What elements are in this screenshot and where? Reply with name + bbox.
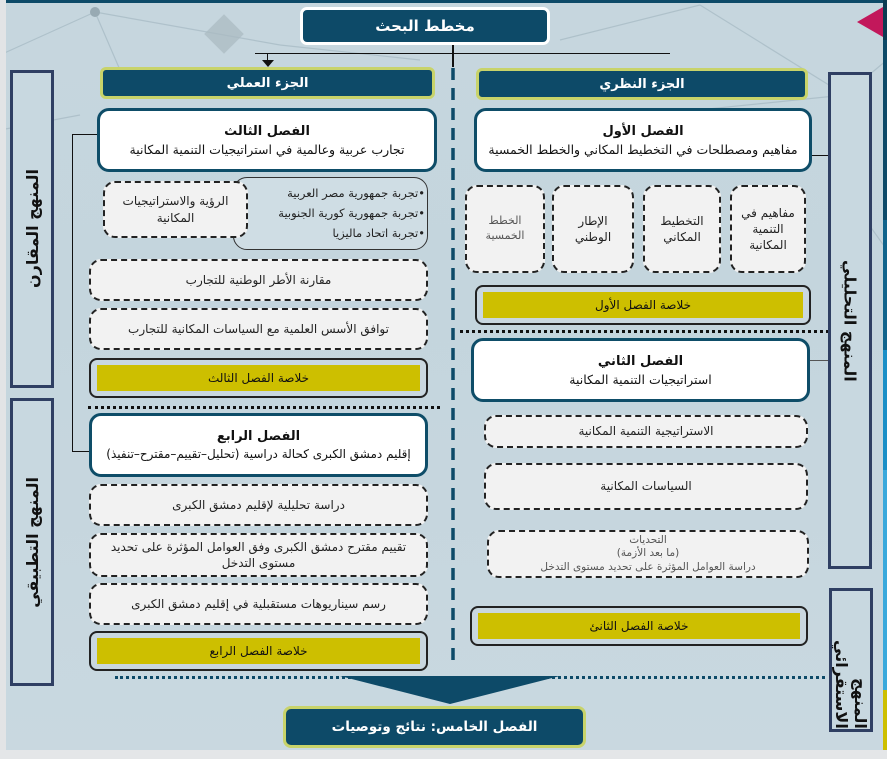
left-strip — [0, 0, 6, 759]
ch3-experiences-list — [245, 183, 425, 243]
ch1-topic-spatial-planning: التخطيط المكاني — [643, 185, 721, 273]
chapter-3-subtitle: تجارب عربية وعالمية في استراتيجيات التنمية المكانية — [129, 141, 405, 157]
research-plan-title: مخطط البحث — [300, 7, 550, 45]
funnel-arrow-icon — [340, 676, 560, 706]
ch2-topic-challenges — [487, 530, 809, 578]
chapter-2-title: الفصل الثاني — [597, 353, 684, 369]
chapter-4-summary — [89, 631, 428, 671]
chapter-separator-right — [460, 330, 835, 333]
branch-line — [255, 53, 670, 54]
challenges-detail: دراسة العوامل المؤثرة على تحديد مستوى التدخل — [540, 560, 756, 573]
chapter-1-box — [474, 108, 812, 172]
ch4-topic-scenarios: رسم سيناريوهات مستقبلية في إقليم دمشق الكبرى — [89, 583, 428, 625]
method-inductive-label: المنهج الاستقرائي — [832, 640, 870, 729]
chapter-5-box: الفصل الخامس: نتائج وتوصيات — [283, 706, 586, 748]
ch4-topic-analytical-study: دراسة تحليلية لإقليم دمشق الكبرى — [89, 484, 428, 526]
challenges-period: (ما بعد الأزمة) — [616, 547, 680, 560]
method-comparative — [10, 70, 54, 388]
chapter-3-box — [97, 108, 437, 172]
bottom-strip — [0, 750, 887, 759]
practical-part-header: الجزء العملي — [100, 67, 435, 99]
ch2-topic-strategy: الاستراتيجية التنمية المكانية — [484, 415, 808, 448]
chapter-2-summary — [470, 606, 808, 646]
ch1-topic-five-year-plans: الخطط الخمسية — [465, 185, 545, 273]
right-rail — [883, 0, 887, 759]
method-applied — [10, 398, 54, 686]
method-inductive — [829, 588, 873, 732]
ch4-topic-evaluation: تقييم مقترح دمشق الكبرى وفق العوامل المؤثرة على تحديد مستوى التدخل — [89, 533, 428, 577]
chapter-2-subtitle: استراتيجيات التنمية المكانية — [569, 371, 712, 387]
chapter-3-title: الفصل الثالث — [224, 123, 310, 139]
chapter-1-summary-label: خلاصة الفصل الأول — [483, 292, 803, 318]
left-bracket-line — [72, 134, 73, 452]
ch3-topic-compare-frameworks: مقارنة الأطر الوطنية للتجارب — [89, 259, 428, 301]
chapter-2-box — [471, 338, 810, 402]
chapter-1-summary — [475, 285, 811, 325]
chapter-4-box — [89, 413, 428, 477]
chapter-3-summary — [89, 358, 428, 398]
chapter-1-subtitle: مفاهيم ومصطلحات في التخطيط المكاني والخطط الخمسية — [488, 141, 798, 157]
center-divider — [449, 68, 457, 668]
title-connector — [452, 45, 454, 67]
chapter-3-summary-label: خلاصة الفصل الثالث — [97, 365, 420, 391]
chapter-1-title: الفصل الأول — [602, 123, 684, 139]
challenges-heading: التحديات — [629, 534, 667, 547]
chapter-4-summary-label: خلاصة الفصل الرابع — [97, 638, 420, 664]
chapter-2-summary-label: خلاصة الفصل الثانئ — [478, 613, 800, 639]
chapter-4-title: الفصل الرابع — [216, 429, 301, 444]
ch2-topic-policies: السياسات المكانية — [484, 463, 808, 510]
left-bracket-top — [72, 134, 97, 135]
method-applied-label: المنهج التطبيقي — [22, 476, 42, 608]
corner-triangle-icon — [855, 5, 885, 39]
experience-malaysia: •تجربة اتحاد ماليزيا — [332, 226, 425, 240]
method-analytical — [828, 72, 872, 569]
theoretical-part-header: الجزء النظري — [476, 68, 808, 100]
ch3-topic-scientific-foundations: توافق الأسس العلمية مع السياسات المكانية للتجارب — [89, 308, 428, 350]
chapter-separator-left — [88, 406, 440, 409]
ch3-vision-strategies: الرؤية والاستراتيجيات المكانية — [103, 181, 248, 238]
chapter-4-subtitle: إقليم دمشق الكبرى كحالة دراسية (تحليل–تقييم–مقترح–تنفيذ) — [106, 447, 411, 461]
method-comparative-label: المنهج المقارن — [22, 169, 42, 289]
ch1-topic-national-framework: الإطار الوطني — [552, 185, 634, 273]
experience-korea: •تجربة جمهورية كورية الجنوبية — [278, 206, 425, 220]
method-analytical-label: المنهج التحليلي — [840, 259, 860, 382]
experience-egypt: •تجربة جمهورية مصر العربية — [287, 186, 425, 200]
top-bar — [0, 0, 887, 3]
ch1-topic-spatial-development: مفاهيم في التنمية المكانية — [730, 185, 806, 273]
